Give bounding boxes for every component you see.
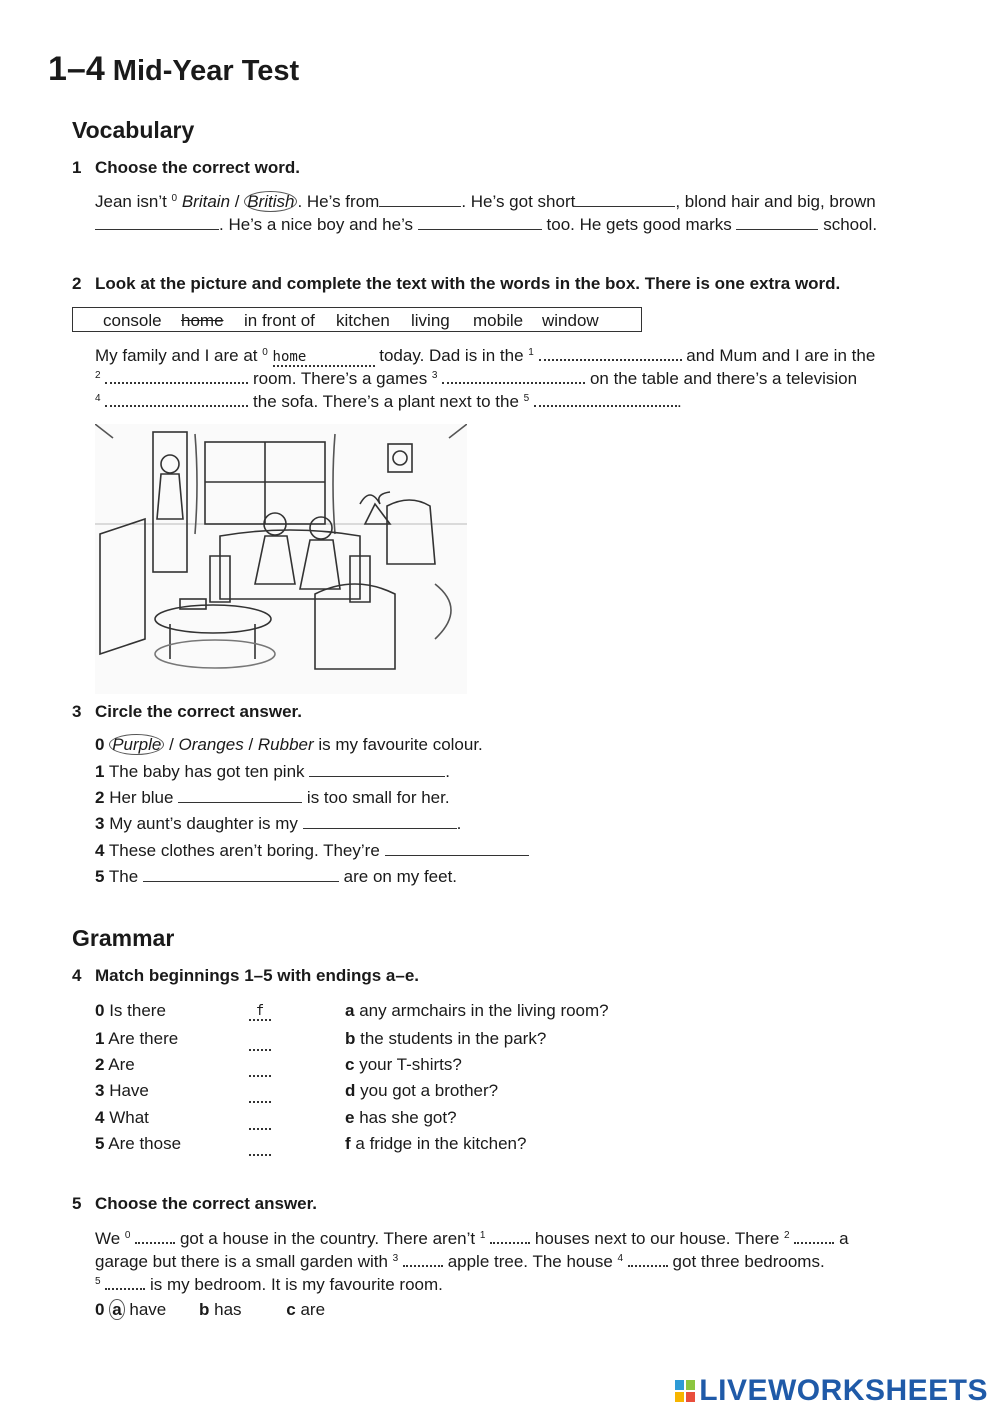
blank-2-1[interactable]: [539, 345, 682, 361]
q4-beginning-2: 2 Are: [95, 1055, 135, 1074]
q4-beginning-5: 5 Are those: [95, 1134, 182, 1153]
q3-item-4: 4 These clothes aren’t boring. They’re: [95, 841, 529, 861]
q4-ending-d: d you got a brother?: [345, 1081, 499, 1100]
logo-icon: [675, 1380, 695, 1402]
q4-instruction: 4 Match beginnings 1–5 with endings a–e.: [72, 966, 420, 985]
grammar-heading: Grammar: [72, 925, 175, 951]
q4-beginning-4: 4 What: [95, 1108, 149, 1127]
q5-blank-1[interactable]: [490, 1228, 530, 1244]
word-kitchen: kitchen: [336, 311, 390, 330]
q3-item-5: 5 The are on my feet.: [95, 867, 458, 886]
word-window: window: [542, 311, 599, 330]
q5-blank-5[interactable]: [105, 1274, 145, 1290]
q1-instruction: 1 Choose the correct word.: [72, 158, 300, 177]
q4-beginning-3: 3 Have: [95, 1081, 149, 1100]
word-home-crossed: home: [181, 311, 224, 330]
q4-answer-0: f: [249, 1003, 271, 1021]
answer-blank-2[interactable]: [575, 192, 675, 207]
q3-blank-5[interactable]: [143, 867, 339, 882]
q3-item-1: 1 The baby has got ten pink .: [95, 762, 450, 781]
q5-blank-3[interactable]: [403, 1251, 443, 1267]
q4-beginning-1: 1 Are there: [95, 1029, 179, 1048]
q3-blank-4[interactable]: [385, 841, 529, 856]
q4-beginning-0: 0 Is there: [95, 1001, 166, 1020]
option-b[interactable]: b: [199, 1300, 210, 1319]
q2-instruction: 2 Look at the picture and complete the text with the words in the box. There is one extra word.: [72, 274, 841, 293]
q4-ending-f: f a fridge in the kitchen?: [345, 1134, 527, 1153]
q4-answer-2[interactable]: [249, 1061, 271, 1077]
answer-blank-5[interactable]: [736, 215, 818, 230]
q4-ending-b: b the students in the park?: [345, 1029, 547, 1048]
q5-blank-2[interactable]: [794, 1228, 834, 1244]
option-c[interactable]: c: [286, 1300, 296, 1319]
option-rubber[interactable]: Rubber: [257, 735, 314, 754]
q3-blank-2[interactable]: [178, 788, 302, 803]
q3-blank-1[interactable]: [309, 762, 445, 777]
q3-item-3: 3 My aunt’s daughter is my .: [95, 814, 462, 833]
vocabulary-heading: Vocabulary: [72, 117, 195, 143]
q3-item-2: 2 Her blue is too small for her.: [95, 788, 450, 807]
blank-2-3[interactable]: [442, 368, 585, 384]
q3-example: 0 Purple / Oranges / Rubber is my favourite colour.: [95, 735, 483, 754]
q4-ending-a: a any armchairs in the living room?: [345, 1001, 609, 1020]
blank-2-5[interactable]: [534, 391, 677, 407]
word-console: console: [103, 311, 162, 330]
answer-blank-1[interactable]: [379, 192, 461, 207]
answer-blank-3[interactable]: [95, 215, 219, 230]
unit-number: 1–4: [48, 50, 105, 88]
title-text: Mid-Year Test: [112, 55, 300, 87]
q4-answer-1[interactable]: [249, 1035, 271, 1051]
q4-ending-e: e has she got?: [345, 1108, 457, 1127]
living-room-picture: [95, 424, 467, 694]
liveworksheets-logo[interactable]: LIVEWORKSHEETS: [675, 1374, 988, 1408]
q5-example-options: 0 a have b has c are: [95, 1300, 326, 1319]
answer-blank-4[interactable]: [418, 215, 542, 230]
word-in-front-of: in front of: [244, 311, 315, 330]
q3-instruction: 3 Circle the correct answer.: [72, 702, 302, 721]
q5-blank-0[interactable]: [135, 1228, 175, 1244]
q5-instruction: 5 Choose the correct answer.: [72, 1194, 318, 1213]
word-box: [72, 307, 642, 332]
q3-blank-3[interactable]: [303, 814, 457, 829]
word-living: living: [411, 311, 450, 330]
option-britain[interactable]: Britain: [181, 192, 231, 211]
blank-2-2[interactable]: [105, 368, 248, 384]
q1-text: Jean isn’t $^0$ Britain / British . He’s from . He’s got short , blond hair and big, brown . He’s a nice boy and he’s too. He gets good marks school.: [95, 192, 878, 234]
option-oranges[interactable]: Oranges: [178, 735, 244, 754]
option-purple-circled[interactable]: Purple: [109, 734, 164, 755]
q2-text: My family and I are at $^0$ home today. Dad is in the $^1$ and Mum and I are in the $^2$ room. There’s a games $^3$ on the table and there’s a television $^4$ the sofa. There’s a plant next to the $^5$ .: [95, 346, 876, 411]
q5-text: We $^0$ got a house in the country. There aren’t $^1$ houses next to our house. There $^2$ a garage but there is a small garden with $^3$ apple tree. The house $^4$ got three bedrooms. $^5$ is my bedroom. It is my favourite room.: [95, 1229, 849, 1294]
q4-answer-5[interactable]: [249, 1140, 271, 1156]
page-title: [48, 50, 299, 89]
q4-ending-c: c your T-shirts?: [345, 1055, 462, 1074]
q4-answer-3[interactable]: [249, 1087, 271, 1103]
word-mobile: mobile: [473, 311, 524, 330]
blank-2-4[interactable]: [105, 391, 248, 407]
q5-blank-4[interactable]: [628, 1251, 668, 1267]
option-british-circled[interactable]: British: [244, 191, 297, 212]
example-answer-home: home: [273, 349, 375, 367]
option-a-circled[interactable]: a: [109, 1299, 124, 1320]
q4-answer-4[interactable]: [249, 1114, 271, 1130]
